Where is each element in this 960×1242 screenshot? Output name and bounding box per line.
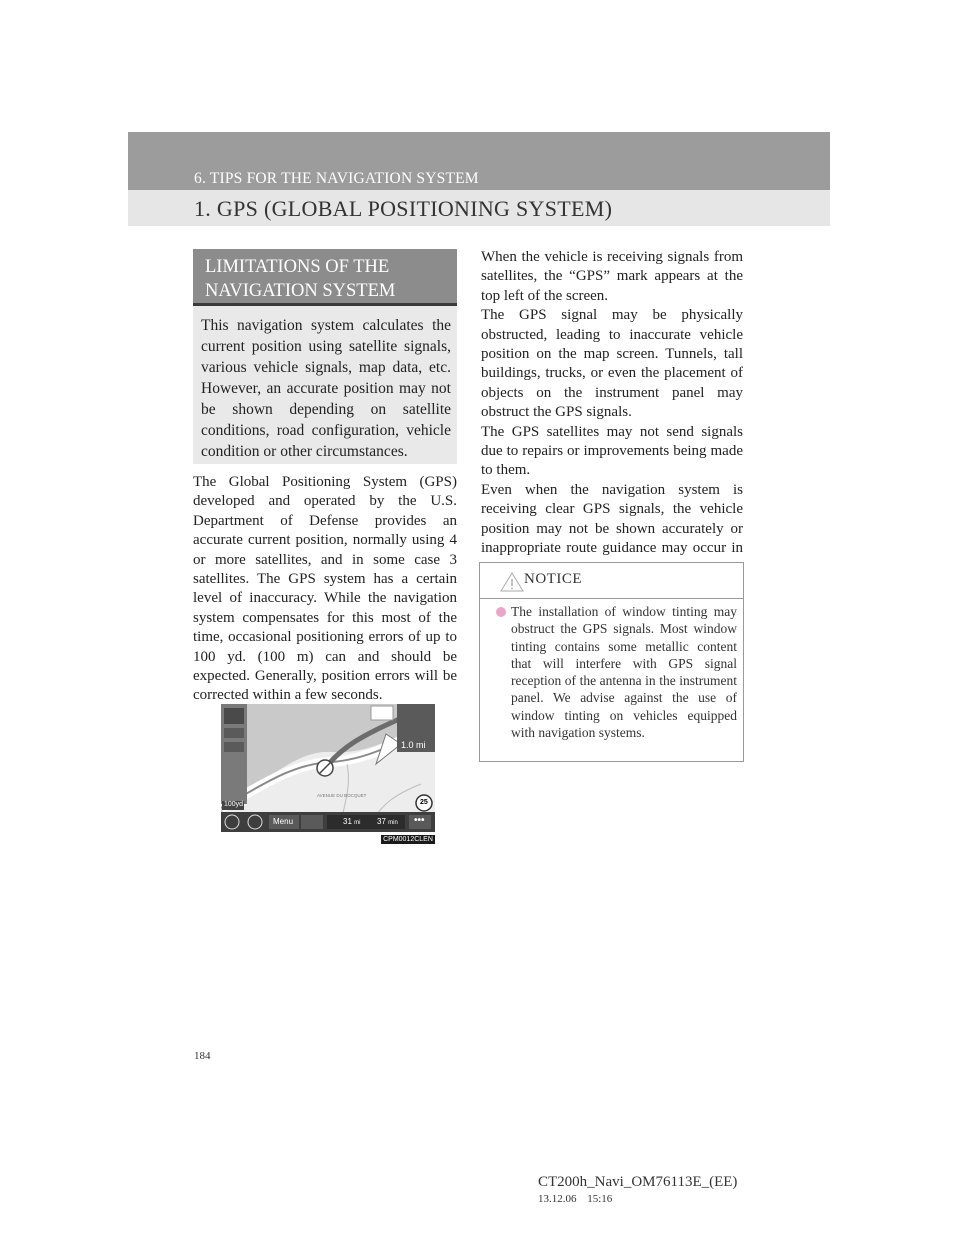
page-title: 1. GPS (GLOBAL POSITIONING SYSTEM) <box>194 196 613 221</box>
notice-text: The installation of window tinting may obstruct the GPS signals. Most window tinting contains some metallic content that will interfere with GPS signal reception of the antenna in the instrument panel. We advise against the use of window tinting on vehicles equipped with navigation systems. <box>511 604 737 741</box>
gps-note-2: The GPS signal may be physically obstructed, leading to inaccurate vehicle position on the map screen. Tunnels, tall buildings, trucks, or even the placement of objects on the instrument panel may obstruct the GPS signals. <box>481 307 743 421</box>
document-stamp: 13.12.06 15:16 <box>538 1193 613 1205</box>
notice-box <box>479 562 744 762</box>
limitations-intro-box <box>193 306 457 464</box>
remaining-time-unit: min <box>388 820 398 826</box>
notice-header <box>480 563 743 599</box>
map-scale: 100yd <box>224 801 244 808</box>
gps-note-4: Even when the navigation system is receiving clear GPS signals, the vehicle position may not be shown accurately or inappropriate route guidance may occur in <box>481 481 743 557</box>
remaining-distance <box>343 817 360 826</box>
notice-title: NOTICE <box>524 571 582 587</box>
section-label: 6. TIPS FOR THE NAVIGATION SYSTEM <box>194 170 479 187</box>
navigation-map-screenshot <box>221 704 435 832</box>
notice-bullet-icon <box>496 607 506 617</box>
gps-note-3: The GPS satellites may not send signals due to repairs or improvements being made to them. <box>481 423 743 479</box>
more-options-icon[interactable]: ••• <box>414 815 425 826</box>
turn-distance: 1.0 mi <box>401 740 426 750</box>
limitations-heading-line2: NAVIGATION SYSTEM <box>205 281 396 301</box>
gps-signal-notes <box>481 248 743 578</box>
menu-button[interactable]: Menu <box>273 817 294 826</box>
image-code: CPM0012CLEN <box>381 835 435 844</box>
limitations-heading-line1: LIMITATIONS OF THE <box>205 257 390 277</box>
page-number: 184 <box>194 1050 211 1062</box>
remaining-time-value: 37 <box>377 817 386 826</box>
gps-note-1: When the vehicle is receiving signals from satellites, the “GPS” mark appears at the top left of the screen. <box>481 249 743 304</box>
warning-triangle-icon <box>499 571 525 593</box>
gps-description: The Global Positioning System (GPS) developed and operated by the U.S. Department of Defense provides an accurate current position, normally using 4 or more satellites, and in some case 3 satellites. The GPS system has a certain level of inaccuracy. While the navigation system compensates for this most of the time, occasional positioning errors of up to 100 yd. (100 m) can and should be expected. Generally, position errors will be corrected within a few seconds. <box>193 474 457 704</box>
street-label: AVENUE DU BOCQUET <box>317 793 367 798</box>
remaining-distance-value: 31 <box>343 817 352 826</box>
limitations-heading-box <box>193 249 457 306</box>
remaining-distance-unit: mi <box>354 820 361 826</box>
document-code: CT200h_Navi_OM76113E_(EE) <box>538 1174 738 1190</box>
limitations-heading <box>205 255 445 303</box>
limitations-intro-text: This navigation system calculates the current position using satellite signals, various vehicle signals, map data, etc. However, an accurate position may not be shown depending on satellite conditions, road configuration, vehicle condition or other circumstances. <box>201 317 451 460</box>
speed-limit: 25 <box>420 799 428 806</box>
remaining-time <box>377 817 398 826</box>
